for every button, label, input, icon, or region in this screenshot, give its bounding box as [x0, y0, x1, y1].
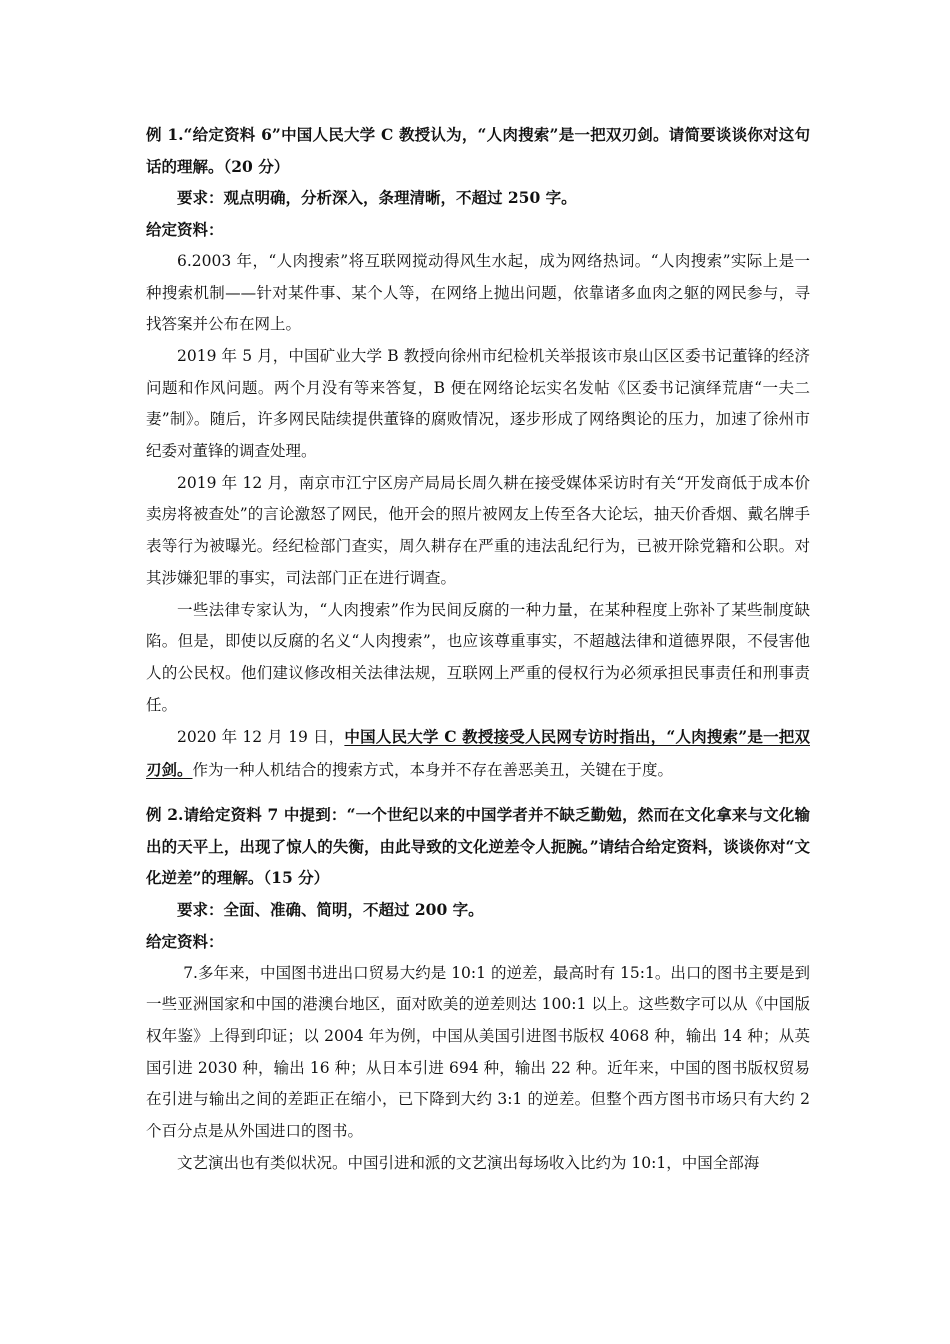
example-2-question: 例 2.请给定资料 7 中提到：“一个世纪以来的中国学者并不缺乏勤勉，然而在文化拿来与文化输出的天平上，出现了惊人的失衡，由此导致的文化逆差令人扼腕。”请结合给定资料，谈谈你对“文化逆差”的理解。（15 分） — [146, 805, 810, 888]
material-6-paragraph-4: 一些法律专家认为，“人肉搜索”作为民间反腐的一种力量，在某种程度上弥补了某些制度缺陷。但是，即使以反腐的名义“人肉搜索”，也应该尊重事实，不超越法律和道德界限，不侵害他人的公民权。他们建议修改相关法律法规，互联网上严重的侵权行为必须承担民事责任和刑事责任。 — [146, 600, 810, 714]
underlined-key-sentence: 中国人民大学 C 教授接受人民网专访时指出，“人肉搜索”是一把双刃剑。 — [146, 727, 810, 780]
material-6-paragraph-5 — [146, 721, 810, 786]
paragraph-5-suffix: 作为一种人机结合的搜索方式，本身并不存在善恶美丑，关键在于度。 — [192, 761, 674, 780]
example-1 — [146, 119, 810, 787]
material-7-paragraph-2: 文艺演出也有类似状况。中国引进和派的文艺演出每场收入比约为 10:1，中国全部海 — [177, 1153, 760, 1172]
example-1-requirement: 要求：观点明确，分析深入，条理清晰，不超过 250 字。 — [177, 188, 577, 208]
material-7-paragraph-1: 7.多年来，中国图书进出口贸易大约是 10:1 的逆差，最高时有 15:1。出口的图书主要是到一些亚洲国家和中国的港澳台地区，面对欧美的逆差则达 100:1 以上。这些数字可以从《中国版权年鉴》上得到印证；以 2004 年为例，中国从美国引进图书版权 4068 种，输出 14 种；从英国引进 2030 种，输出 16 种；从日本引进 694 种，输出 22 种。近年来，中国的图书版权贸易在引进与输出之间的差距正在缩小，已下降到大约 3:1 的逆差。但整个西方图书市场只有大约 2 个百分点是从外国进口的图书。 — [146, 963, 810, 1141]
material-6-paragraph-3: 2019 年 12 月，南京市江宁区房产局局长周久耕在接受媒体采访时有关“开发商低于成本价卖房将被查处”的言论激怒了网民，他开会的照片被网友上传至各大论坛，抽天价香烟、戴名牌手表等行为被曝光。经纪检部门查实，周久耕存在严重的违法乱纪行为，已被开除党籍和公职。对其涉嫌犯罪的事实，司法部门正在进行调查。 — [146, 473, 810, 587]
material-6-paragraph-1: 6.2003 年，“人肉搜索”将互联网搅动得风生水起，成为网络热词。“人肉搜索”实际上是一种搜索机制——针对某件事、某个人等，在网络上抛出问题，依靠诸多血肉之躯的网民参与，寻找答案并公布在网上。 — [146, 251, 810, 334]
example-2-requirement: 要求：全面、准确、简明，不超过 200 字。 — [177, 900, 484, 920]
example-1-material-label: 给定资料： — [146, 220, 224, 240]
example-2-material-label: 给定资料： — [146, 931, 224, 951]
paragraph-5-prefix: 2020 年 12 月 19 日， — [177, 728, 345, 747]
material-6-paragraph-2: 2019 年 5 月，中国矿业大学 B 教授向徐州市纪检机关举报该市泉山区区委书记董锋的经济问题和作风问题。两个月没有等来答复，B 便在网络论坛实名发帖《区委书记演绎荒唐“一夫二妻”制》。随后，许多网民陆续提供董锋的腐败情况，逐步形成了网络舆论的压力，加速了徐州市纪委对董锋的调查处理。 — [146, 346, 810, 461]
example-1-question: 例 1.“给定资料 6”中国人民大学 C 教授认为，“人肉搜索”是一把双刃剑。请简要谈谈你对这句话的理解。（20 分） — [146, 125, 810, 176]
example-2 — [146, 799, 810, 1179]
